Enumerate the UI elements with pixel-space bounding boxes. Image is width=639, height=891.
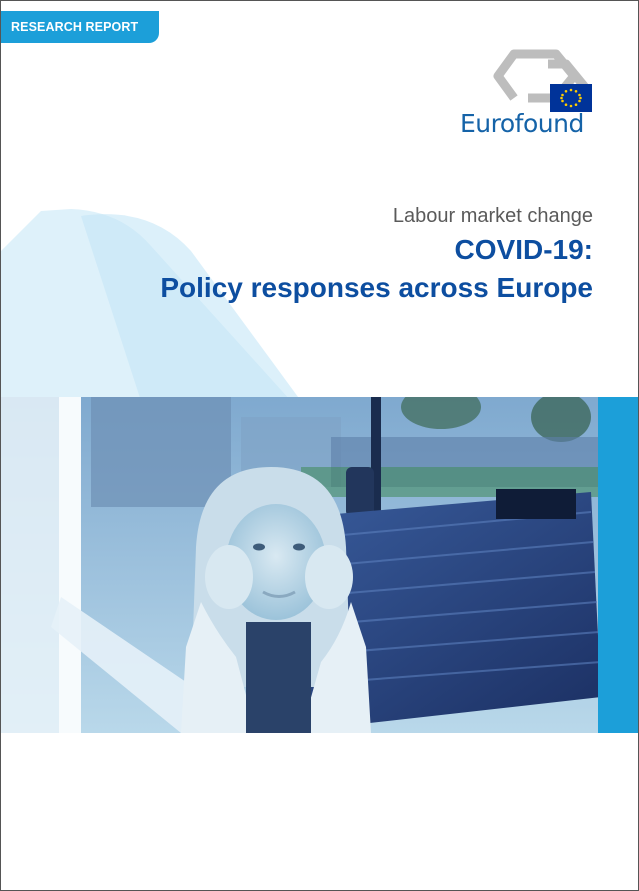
- cover-titles: [160, 201, 593, 307]
- child-at-window-photo: [1, 397, 638, 733]
- eu-flag-icon: [550, 84, 592, 112]
- report-title-line-1: COVID-19:: [454, 234, 593, 265]
- accent-stripe: [598, 397, 638, 733]
- research-report-badge: [1, 11, 159, 43]
- series-subtitle: Labour market change: [392, 205, 593, 227]
- badge-label: RESEARCH REPORT: [11, 20, 139, 34]
- eurofound-mark-icon: [456, 46, 606, 116]
- logo-wordmark: Eurofound: [460, 109, 584, 138]
- report-title-line-2: Policy responses across Europe: [160, 272, 593, 303]
- eurofound-logo: [456, 46, 606, 138]
- photo-illustration: [1, 397, 638, 733]
